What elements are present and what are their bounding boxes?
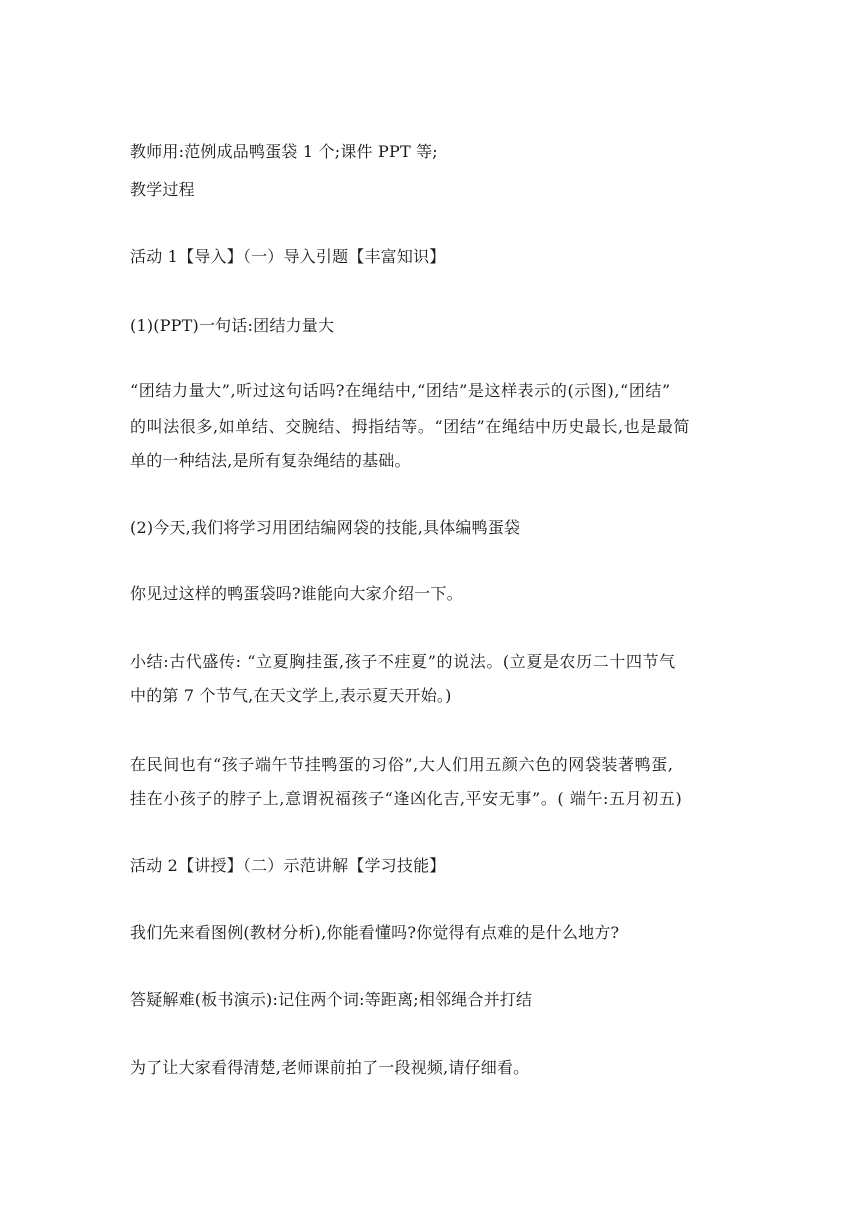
- materials-line: 教师用:范例成品鸭蛋袋 1 个;课件 PPT 等;: [130, 142, 438, 161]
- paragraph-summary-line-1: 小结:古代盛传: “立夏胸挂蛋,孩子不疰夏”的说法。(立夏是农历二十四节气: [130, 652, 676, 671]
- paragraph-unity-knot-line-2: 的叫法很多,如单结、交腕结、拇指结等。“团结”在绳结中历史最长,也是最简: [130, 417, 691, 436]
- activity-2-heading: 活动 2【讲授】（二）示范讲解【学习技能】: [130, 856, 446, 875]
- paragraph-folk-custom-line-2: 挂在小孩子的脖子上,意谓祝福孩子“逢凶化吉,平安无事”。( 端午:五月初五): [130, 789, 683, 808]
- paragraph-board-demo: 答疑解难(板书演示):记住两个词:等距离;相邻绳合并打结: [130, 990, 533, 1009]
- paragraph-question-egg-bag: 你见过这样的鸭蛋袋吗?谁能向大家介绍一下。: [130, 584, 463, 603]
- paragraph-unity-knot-line-3: 单的一种结法,是所有复杂绳结的基础。: [130, 451, 411, 470]
- paragraph-unity-knot-line-1: “团结力量大”,听过这句话吗?在绳结中,“团结”是这样表示的(示图),“团结”: [130, 381, 671, 400]
- section-heading-teaching-process: 教学过程: [130, 180, 195, 199]
- paragraph-ppt-slogan: (1)(PPT)一句话:团结力量大: [130, 316, 335, 335]
- paragraph-video-intro: 为了让大家看得清楚,老师课前拍了一段视频,请仔细看。: [130, 1058, 530, 1077]
- paragraph-folk-custom-line-1: 在民间也有“孩子端午节挂鸭蛋的习俗”,大人们用五颜六色的网袋装著鸭蛋,: [130, 755, 674, 774]
- paragraph-diagram-question: 我们先来看图例(教材分析),你能看懂吗?你觉得有点难的是什么地方?: [130, 923, 620, 942]
- paragraph-summary-line-2: 中的第 7 个节气,在天文学上,表示夏天开始。): [130, 686, 452, 705]
- paragraph-today-lesson: (2)今天,我们将学习用团结编网袋的技能,具体编鸭蛋袋: [130, 518, 521, 537]
- activity-1-heading: 活动 1【导入】（一）导入引题【丰富知识】: [130, 247, 446, 266]
